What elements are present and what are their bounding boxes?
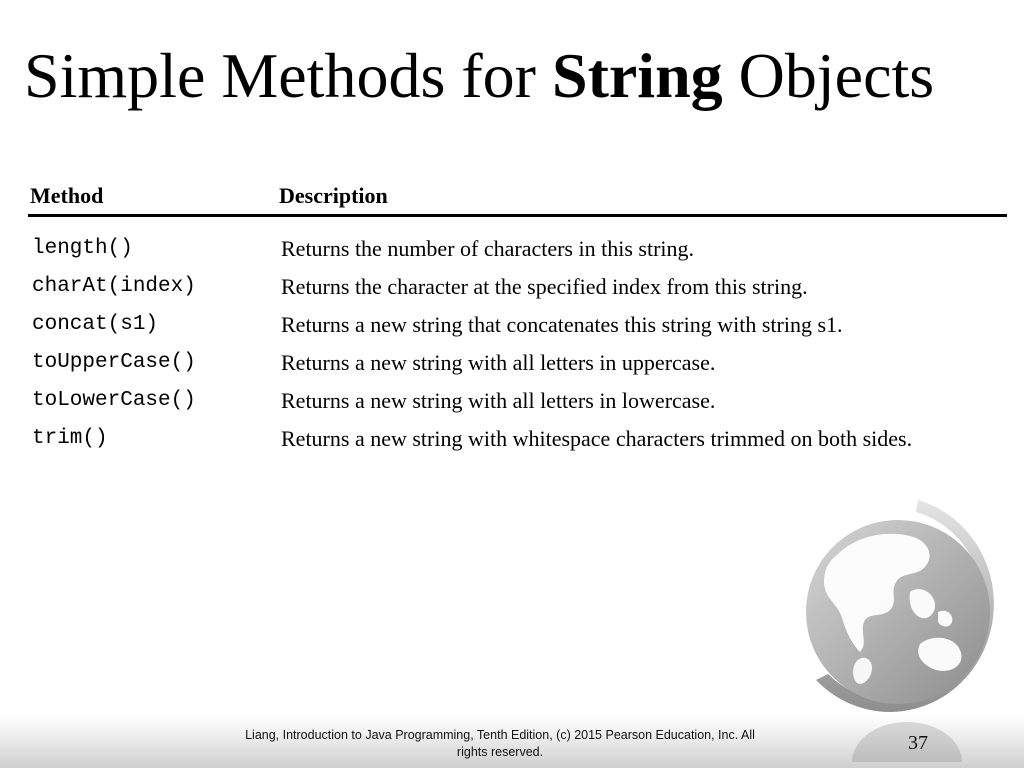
method-description: Returns a new string that concatenates this string with string s1. bbox=[281, 312, 843, 337]
table-row bbox=[0, 230, 1024, 268]
method-name: concat(s1) bbox=[32, 313, 159, 336]
copyright-line-2: rights reserved. bbox=[456, 745, 544, 759]
copyright-footer bbox=[205, 727, 795, 761]
title-bold-word: String bbox=[551, 40, 723, 111]
method-name: charAt(index) bbox=[32, 275, 196, 298]
method-name: toUpperCase() bbox=[32, 351, 196, 374]
title-part-2: Objects bbox=[722, 40, 935, 111]
column-header-description: Description bbox=[279, 183, 388, 208]
method-name: length() bbox=[32, 237, 133, 260]
page-number: 37 bbox=[908, 732, 928, 754]
title-part-1: Simple Methods for bbox=[24, 40, 552, 111]
column-header-method: Method bbox=[30, 183, 104, 208]
table-row bbox=[0, 306, 1024, 344]
globe-icon bbox=[798, 494, 1008, 714]
method-description: Returns the number of characters in this string. bbox=[281, 236, 695, 261]
method-description: Returns a new string with whitespace characters trimmed on both sides. bbox=[281, 426, 913, 451]
method-table bbox=[0, 230, 1024, 458]
method-name: toLowerCase() bbox=[32, 389, 196, 412]
method-name: trim() bbox=[32, 427, 108, 450]
method-description: Returns a new string with all letters in lowercase. bbox=[281, 388, 716, 413]
table-row bbox=[0, 382, 1024, 420]
header-divider bbox=[28, 214, 1007, 217]
slide-title bbox=[24, 36, 934, 116]
copyright-line-1: Liang, Introduction to Java Programming, Tenth Edition, (c) 2015 Pearson Education, Inc. All bbox=[245, 728, 755, 742]
method-description: Returns the character at the specified index from this string. bbox=[281, 274, 808, 299]
table-row bbox=[0, 344, 1024, 382]
table-row bbox=[0, 420, 1024, 458]
method-description: Returns a new string with all letters in uppercase. bbox=[281, 350, 716, 375]
table-row bbox=[0, 268, 1024, 306]
